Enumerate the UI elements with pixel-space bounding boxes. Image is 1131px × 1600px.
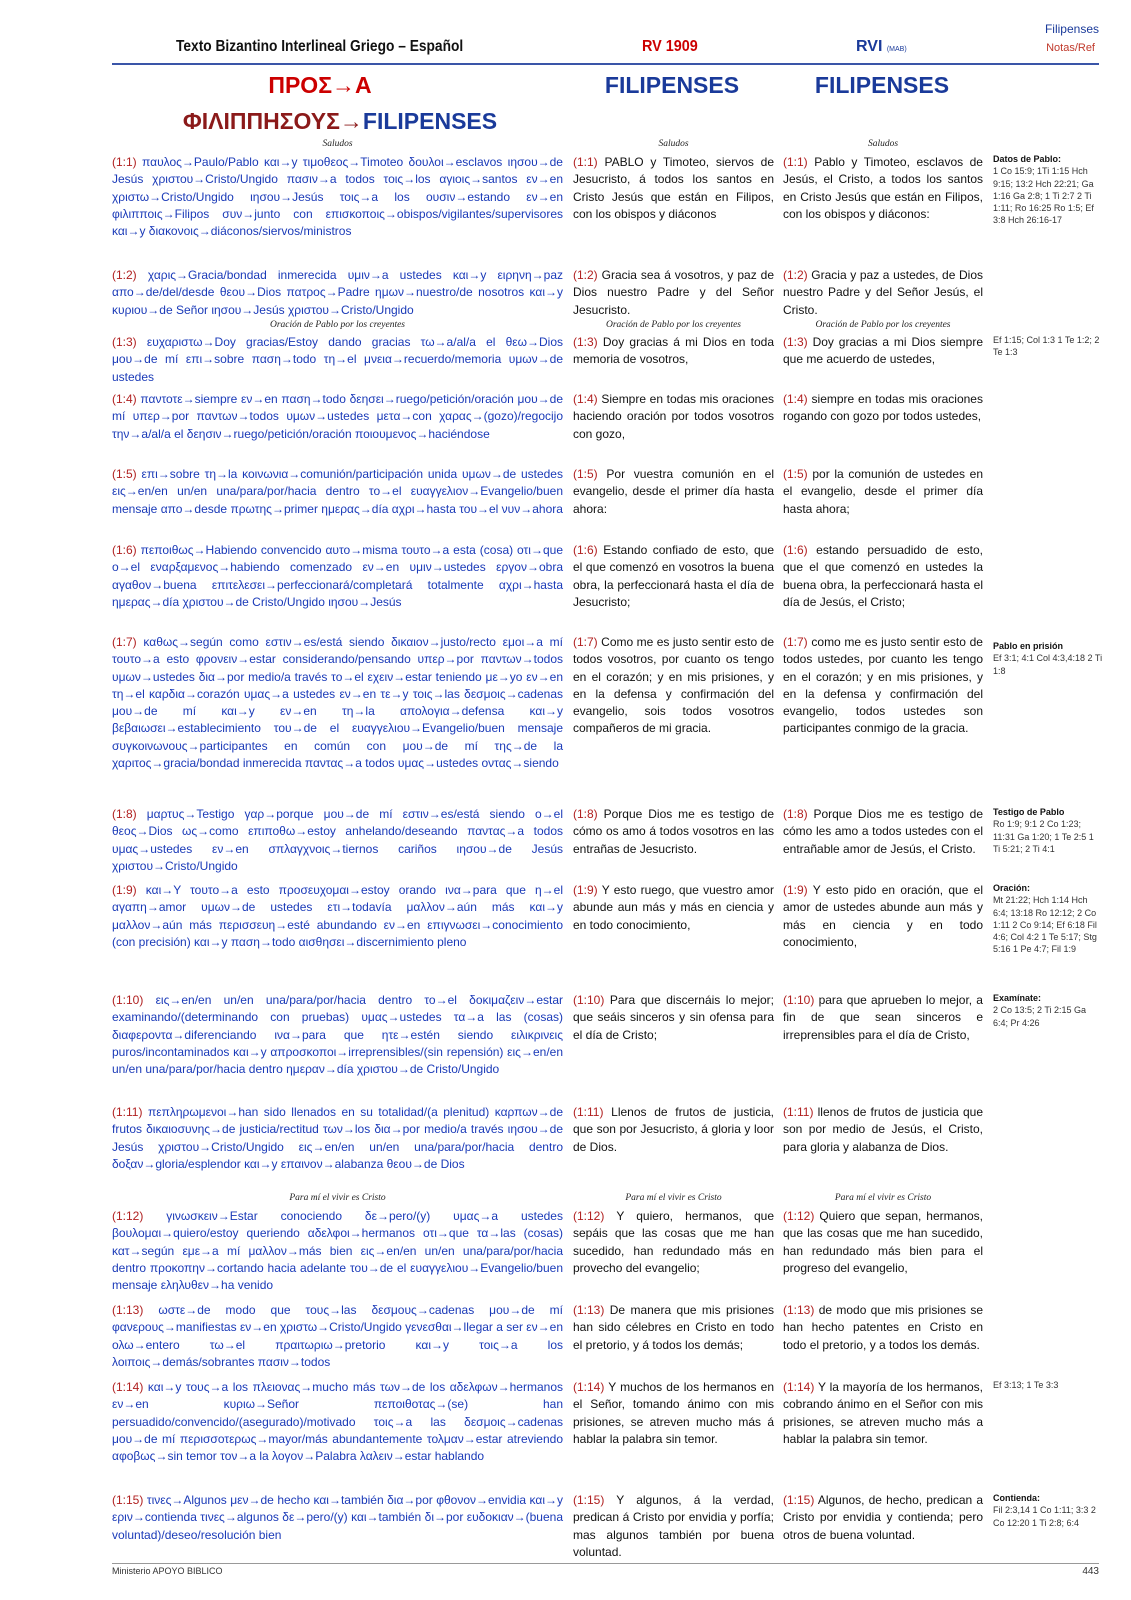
verse-rv-text: Estando confiado de esto, que el que comenzó en vosotros la buena obra, la perfeccionará hasta el día de Jesucristo; — [573, 543, 775, 609]
heading-oracion-rv: Oración de Pablo por los creyentes — [606, 320, 741, 330]
verse-rvi-text: de modo que mis prisiones se han hecho patentes en Cristo en todo el pretorio, y a todos los demás. — [783, 1303, 983, 1352]
verse-rv — [573, 391, 774, 443]
note-text: Ro 1:9; 9:1 2 Co 1:23; 11:31 Ga 1:20; 1 Te 2:5 1 Ti 5:21; 2 Ti 4:1 — [993, 819, 1094, 854]
verse-greek — [112, 634, 563, 772]
greek-title-line1: ΠΡΟΣ→Α — [268, 72, 372, 98]
note-block — [993, 806, 1103, 855]
verse-ref: (1:5) — [112, 467, 137, 481]
heading-vivir-greek: Para mí el vivir es Cristo — [289, 1193, 386, 1203]
verse-rv-text: PABLO y Timoteo, siervos de Jesucristo, á todos los santos en Cristo Jesús que están en Filipos, con los obispos y diáconos — [573, 155, 774, 221]
note-title: Pablo en prisión — [993, 641, 1064, 651]
note-title: Examínate: — [993, 993, 1042, 1003]
verse-ref: (1:11) — [112, 1105, 143, 1119]
page-number: 443 — [1082, 1566, 1099, 1577]
verse-ref: (1:3) — [573, 335, 598, 349]
verse-rv-text: Y muchos de los hermanos en el Señor, tomando ánimo con mis prisiones, se atreven mucho más á hablar la palabra sin temor. — [573, 1380, 774, 1446]
verse-rvi-text: Gracia y paz a ustedes, de Dios nuestro Padre y del Señor Jesús, el Cristo. — [783, 268, 983, 317]
verse-ref: (1:1) — [573, 155, 598, 169]
verse-ref: (1:7) — [783, 635, 808, 649]
verse-rv — [573, 334, 774, 369]
verse-greek — [112, 542, 563, 611]
header-rvi-text: RVI — [856, 38, 883, 55]
verse-ref: (1:14) — [783, 1380, 815, 1394]
verse-rvi — [783, 391, 983, 426]
verse-rvi — [783, 992, 983, 1044]
verse-greek — [112, 1208, 563, 1294]
verse-ref: (1:11) — [783, 1105, 814, 1119]
verse-rvi — [783, 1492, 983, 1544]
heading-oracion-rvi: Oración de Pablo por los creyentes — [815, 320, 951, 330]
heading-vivir-rv: Para mí el vivir es Cristo — [625, 1193, 722, 1203]
verse-greek-text: ωστε→de modo que τους→las δεσμους→cadenas μου→de mí φανερους→manifiestas εν→en χριστω→Cristo/Ungido γενεσθαι→llegar a ser εν→en ολω→entero τω→el πραιτωριω→pretorio και→y τοις→a los λοιποις→demás/sobrantes πασιν→todos — [112, 1303, 563, 1369]
verse-rv-text: Y quiero, hermanos, que sepáis que las cosas que me han sucedido, han redundado más en provecho del evangelio; — [573, 1209, 774, 1275]
note-text: Ef 1:15; Col 1:3 1 Te 1:2; 2 Te 1:3 — [993, 335, 1100, 358]
verse-rvi-text: por la comunión de ustedes en el evangelio, desde el primer día hasta ahora; — [783, 467, 984, 516]
verse-rvi-text: estando persuadido de esto, que el que comenzó en ustedes la buena obra, la perfeccionará hasta el día de Jesús, el Cristo; — [783, 543, 983, 609]
footer-ministry: Ministerio APOYO BIBLICO — [112, 1566, 223, 1576]
note-block — [993, 640, 1103, 677]
verse-ref: (1:9) — [783, 883, 808, 897]
heading-oracion-greek: Oración de Pablo por los creyentes — [270, 320, 405, 330]
verse-ref: (1:10) — [573, 993, 605, 1007]
verse-rvi-text: Doy gracias a mi Dios siempre que me acuerdo de ustedes, — [783, 335, 984, 367]
verse-rvi — [783, 1302, 983, 1354]
verse-rvi — [783, 267, 983, 319]
verse-greek-text: πεποιθως→Habiendo convencido αυτο→misma τουτο→a esta (cosa) οτι→que ο→el εναρξαμενος→habiendo comenzado εν→en υμιν→ustedes εργον→obra αγαθον→buena επιτελεσει→perfeccionará/completará totalmente αχρι→hasta ημερας→día χριστου→de Cristo/Ungido ιησου→Jesús — [112, 543, 563, 609]
verse-rvi-text: siempre en todas mis oraciones rogando con gozo por todos ustedes, — [783, 392, 983, 424]
verse-rvi — [783, 1379, 983, 1448]
verse-greek-text: γινωσκειν→Estar conociendo δε→pero/(y) υμας→a ustedes βουλομαι→quiero/estoy queriendo αδελφοι→hermanos οτι→que τα→las (cosas) κατ→según εμε→a mí μαλλον→más bien εις→en/en un/en una/para/por/hacia dentro προκοπην→cortando hacia adelante του→de el ευαγγελιου→Evangelio/buen mensaje εληλυθεν→ha venido — [112, 1209, 563, 1293]
verse-greek-text: παυλος→Paulo/Pablo και→y τιμοθεος→Timoteo δουλοι→esclavos ιησου→de Jesús χριστου→Cristo/Ungido πασιν→a todos τοις→los αγιοις→santos εν→en χριστω→Cristo/Ungido ιησου→Jesús τοις→a los ουσιν→estando εν→en φιλιπποις→Filipos συν→junto con επισκοποις→obispos/vigilantes/supervisores και→y διακονοις→diáconos/siervos/ministros — [112, 155, 563, 239]
verse-greek-text: και→Y τουτο→a esto προσευχομαι→estoy orando ινα→para que η→el αγαπη→amor υμων→de ustedes ετι→todavía μαλλον→aún más και→y μαλλον→aún más περισσευη→esté abundando εν→en επιγνωσει→conocimiento (con precisión) και→y παση→todo αισθησει→discernimiento pleno — [112, 883, 563, 949]
verse-rv — [573, 1208, 774, 1277]
verse-rvi — [783, 154, 983, 223]
header-notes-label: Notas/Ref — [1046, 42, 1095, 54]
verse-ref: (1:8) — [783, 807, 808, 821]
note-title: Oración: — [993, 883, 1031, 893]
verse-ref: (1:12) — [573, 1209, 605, 1223]
verse-ref: (1:4) — [112, 392, 137, 406]
header-rule — [112, 63, 1099, 65]
header-left-title: Texto Bizantino Interlineal Griego – Español — [176, 38, 464, 55]
verse-rv-text: Siempre en todas mis oraciones haciendo oración por todos vosotros con gozo, — [573, 392, 774, 441]
note-text: 2 Co 13:5; 2 Ti 2:15 Ga 6:4; Pr 4:26 — [993, 1005, 1087, 1028]
verse-greek — [112, 806, 563, 875]
verse-rvi — [783, 542, 983, 611]
verse-rv-text: Gracia sea á vosotros, y paz de Dios nuestro Padre y del Señor Jesucristo. — [573, 268, 774, 317]
verse-ref: (1:1) — [783, 155, 808, 169]
verse-greek — [112, 466, 563, 518]
verse-rvi — [783, 882, 983, 951]
verse-ref: (1:2) — [783, 268, 808, 282]
rvi-column-title: FILIPENSES — [814, 72, 950, 98]
verse-greek — [112, 882, 563, 951]
heading-saludos-greek: Saludos — [322, 139, 353, 149]
verse-rv-text: Doy gracias á mi Dios en toda memoria de vosotros, — [573, 335, 774, 367]
verse-greek-text: εις→en/en un/en una/para/por/hacia dentro το→el δοκιμαζειν→estar examinando/(determinando con pruebas) υμας→ustedes τα→a las (cosas) διαφεροντα→diferenciando ινα→para que ητε→estén siendo ειλικρινεις puros/incontaminados και→y απροσκοποι→irreprensibles/(sin repensión) εις→en/en un/en una/para/por/hacia dentro ημεραν→día χριστου→de Cristo/Ungido — [112, 993, 563, 1077]
verse-ref: (1:6) — [783, 543, 808, 557]
note-block — [993, 882, 1103, 956]
verse-rvi — [783, 1104, 983, 1156]
verse-ref: (1:14) — [112, 1380, 144, 1394]
verse-ref: (1:8) — [573, 807, 598, 821]
verse-ref: (1:13) — [573, 1303, 605, 1317]
verse-rv-text: Para que discernáis lo mejor; que seáis sinceros y sin ofensa para el día de Cristo; — [573, 993, 774, 1042]
footer-rule — [112, 1563, 1099, 1564]
verse-rvi — [783, 466, 983, 518]
verse-rv — [573, 634, 774, 738]
verse-ref: (1:7) — [112, 635, 137, 649]
verse-ref: (1:10) — [112, 993, 144, 1007]
verse-rv-text: De manera que mis prisiones han sido célebres en Cristo en todo el pretorio, y á todos los demás; — [573, 1303, 774, 1352]
verse-rvi-text: Quiero que sepan, hermanos, que las cosas que me han sucedido, han redundado más bien para el progreso del evangelio, — [783, 1209, 983, 1275]
note-block — [993, 334, 1103, 359]
verse-ref: (1:4) — [783, 392, 808, 406]
heading-vivir-rvi: Para mí el vivir es Cristo — [834, 1193, 932, 1203]
verse-rvi — [783, 634, 983, 738]
verse-greek-text: και→y τους→a los πλειονας→mucho más των→de los αδελφων→hermanos εν→en κυριω→Señor πεποιθοτας→(se) han persuadido/convencido/(asegurado)/motivado τοις→a las δεσμοις→cadenas μου→de mí περισσοτερως→mayor/más abundantemente τολμαν→estar atreviendo αφοβως→sin temor τον→a la λογον→Palabra λαλειν→estar hablando — [112, 1380, 563, 1464]
header-rvi-sub: (MAB) — [886, 46, 907, 53]
verse-rv-text: Como me es justo sentir esto de todos vosotros, por cuanto os tengo en el corazón; y en mis prisiones, y en la defensa y confirmación del evangelio, sois todos vosotros compañeros de mi gracia. — [573, 635, 774, 736]
verse-rv — [573, 466, 774, 518]
verse-greek — [112, 267, 563, 319]
verse-rv — [573, 1104, 774, 1156]
verse-ref: (1:13) — [112, 1303, 144, 1317]
verse-rvi — [783, 1208, 983, 1277]
verse-greek — [112, 992, 563, 1078]
verse-ref: (1:12) — [112, 1209, 144, 1223]
verse-rvi-text: llenos de frutos de justicia que son por medio de Jesús, el Cristo, para gloria y alabanza de Dios. — [783, 1105, 983, 1154]
note-text: Ef 3:13; 1 Te 3:3 — [993, 1380, 1059, 1390]
header-rvi-label — [856, 38, 907, 56]
note-block — [993, 1379, 1103, 1391]
verse-rv — [573, 1379, 774, 1448]
verse-greek-text: καθως→según como εστιν→es/está siendo δικαιον→justo/recto εμοι→a mí τουτο→a esto φρονειν→estar considerando/pensando υπερ→por παντων→todos υμων→ustedes δια→por medio/a través το→el εχειν→estar teniendo με→yo εν→en τη→el καρδια→corazón υμας→a ustedes εν→en τε→y τοις→las δεσμοις→cadenas μου→de mí και→y εν→en τη→la απολογια→defensa και→y βεβαιωσει→establecimiento του→de el ευαγγελιου→Evangelio/buen mensaje συγκοινωνους→participantes en común con μου→de mí της→de la χαριτος→gracia/bondad inmerecida παντας→a todos υμας→ustedes οντας→siendo — [112, 635, 563, 771]
verse-ref: (1:5) — [783, 467, 808, 481]
note-block — [993, 992, 1103, 1029]
verse-ref: (1:6) — [573, 543, 598, 557]
verse-rvi-text: Y esto pido en oración, que el amor de ustedes abunde aun más y más en ciencia y en todo conocimiento, — [783, 883, 984, 949]
verse-rv-text: Y esto ruego, que vuestro amor abunde aun más y más en ciencia y en todo conocimiento, — [573, 883, 774, 932]
verse-rvi — [783, 806, 983, 858]
verse-ref: (1:2) — [112, 268, 137, 282]
verse-greek-text: ευχαριστω→Doy gracias/Estoy dando gracias τω→a/al/a el θεω→Dios μου→de mí επι→sobre παση→todo τη→el μνεια→recuerdo/memoria υμων→de ustedes — [112, 335, 563, 384]
verse-rv — [573, 806, 774, 858]
verse-ref: (1:9) — [112, 883, 137, 897]
verse-greek-text: χαρις→Gracia/bondad inmerecida υμιν→a ustedes και→y ειρηνη→paz απο→de/del/desde θεου→Dios πατρος→Padre ημων→nuestro/de nosotros και→y κυριου→de Señor ιησου→Jesús χριστου→Cristo/Ungido — [112, 268, 563, 317]
verse-greek-text: παντοτε→siempre εν→en παση→todo δεησει→ruego/petición/oración μου→de mí υπερ→por παντων→todos υμων→ustedes μετα→con χαρας→(gozo)/regocijo την→a/al/a el δεησιν→ruego/petición/oración ποιουμενος→haciéndose — [112, 392, 564, 441]
verse-rvi-text: como me es justo sentir esto de todos ustedes, por cuanto les tengo en el corazón; y en mis prisiones, y en la defensa y confirmación del evangelio, todos ustedes son participantes conmigo de la gracia. — [783, 635, 983, 736]
heading-saludos-rvi: Saludos — [867, 139, 899, 149]
greek-title-spanish: FILIPENSES — [362, 108, 498, 134]
verse-ref: (1:2) — [573, 268, 598, 282]
verse-ref: (1:11) — [573, 1105, 604, 1119]
verse-rv — [573, 154, 774, 223]
note-title: Contienda: — [993, 1493, 1040, 1503]
verse-rv — [573, 267, 774, 319]
verse-ref: (1:1) — [112, 155, 137, 169]
note-text: 1 Co 15:9; 1Ti 1:15 Hch 9:15; 13:2 Hch 22:21; Ga 1:16 Ga 2:8; 1 Ti 2:7 2 Ti 1:11; Ro 16:25 Ro 1:5; Ef 3:8 Hch 26:16-17 — [993, 166, 1094, 226]
heading-saludos-rv: Saludos — [658, 139, 689, 149]
verse-ref: (1:15) — [112, 1493, 144, 1507]
verse-ref: (1:15) — [573, 1493, 605, 1507]
note-block — [993, 1492, 1103, 1529]
verse-rv-text: Llenos de frutos de justicia, que son por Jesucristo, á gloria y loor de Dios. — [573, 1105, 774, 1154]
verse-ref: (1:3) — [783, 335, 808, 349]
verse-rv — [573, 1492, 774, 1561]
verse-greek-text: επι→sobre τη→la κοινωνια→comunión/participación unida υμων→de ustedes εις→en/en un/en una/para/por/hacia dentro το→el ευαγγελιον→Evangelio/buen mensaje απο→desde πρωτης→primer ημερας→día αχρι→hasta του→el νυν→ahora — [112, 467, 563, 516]
verse-ref: (1:15) — [783, 1493, 815, 1507]
verse-rv-text: Por vuestra comunión en el evangelio, desde el primer día hasta ahora: — [573, 467, 774, 516]
verse-greek — [112, 1104, 563, 1173]
verse-greek — [112, 391, 563, 443]
verse-ref: (1:3) — [112, 335, 137, 349]
rv-column-title: FILIPENSES — [604, 72, 740, 98]
verse-rvi-text: para que aprueben lo mejor, a fin de que sean sinceros e irreprensibles para el día de Cristo, — [783, 993, 983, 1042]
verse-rvi-text: Algunos, de hecho, predican a Cristo por envidia y contienda; pero otros de buena voluntad. — [783, 1493, 984, 1542]
verse-rv — [573, 542, 774, 611]
verse-rv — [573, 1302, 774, 1354]
verse-rv-text: Porque Dios me es testigo de cómo os amo á todos vosotros en las entrañas de Jesucristo. — [573, 807, 774, 856]
header-book-name: Filipenses — [1044, 22, 1099, 36]
note-title: Testigo de Pablo — [993, 807, 1065, 817]
header-rv-label: RV 1909 — [642, 38, 698, 55]
verse-greek — [112, 334, 563, 386]
verse-greek — [112, 1379, 563, 1465]
note-text: Fil 2:3,14 1 Co 1:11; 3:3 2 Co 12:20 1 Ti 2:8; 6:4 — [993, 1505, 1096, 1528]
note-text: Mt 21:22; Hch 1:14 Hch 6:4; 13:18 Ro 12:12; 2 Co 1:11 2 Co 9:14; Ef 6:18 Fil 4:6; Col 4:2 1 Te 5:17; Stg 5:16 1 Pe 4:7; Fil 1:9 — [993, 895, 1097, 955]
verse-ref: (1:14) — [573, 1380, 605, 1394]
verse-ref: (1:9) — [573, 883, 598, 897]
note-text: Ef 3:1; 4:1 Col 4:3,4:18 2 Ti 1:8 — [993, 653, 1103, 676]
greek-title-line2 — [160, 108, 520, 135]
verse-rvi-text: Y la mayoría de los hermanos, cobrando ánimo en el Señor con mis prisiones, se atreven mucho más a hablar la palabra sin temor. — [783, 1380, 983, 1446]
verse-greek — [112, 1302, 563, 1371]
verse-rv — [573, 992, 774, 1044]
verse-ref: (1:10) — [783, 993, 815, 1007]
verse-rvi — [783, 334, 983, 369]
verse-ref: (1:8) — [112, 807, 137, 821]
verse-ref: (1:12) — [783, 1209, 815, 1223]
verse-greek-text: πεπληρωμενοι→han sido llenados en su totalidad/(a plenitud) καρπων→de frutos δικαιοσυνης→de justicia/rectitud των→los δια→por medio/a través ιησου→de Jesús χριστου→Cristo/Ungido εις→en/en un/en una/para/por/hacia dentro δοξαν→gloria/esplendor και→y επαινον→alabanza θεου→de Dios — [112, 1105, 563, 1171]
verse-greek — [112, 154, 563, 240]
note-block — [993, 153, 1103, 227]
verse-rvi-text: Porque Dios me es testigo de cómo les amo a todos ustedes con el entrañable amor de Jesús, el Cristo. — [783, 807, 983, 856]
verse-greek-text: μαρτυς→Testigo γαρ→porque μου→de mí εστιν→es/está siendo ο→el θεος→Dios ως→como επιποθω→estoy anhelando/deseando παντας→a todos υμας→ustedes εν→en σπλαγχνοις→tiernos cariños ιησου→de Jesús χριστου→Cristo/Ungido — [112, 807, 563, 873]
verse-greek — [112, 1492, 563, 1544]
verse-greek-text: τινες→Algunos μεν→de hecho και→también δια→por φθονον→envidia και→y εριν→contienda τινες→algunos δε→pero/(y) και→también δι→por ευδοκιαν→(buena voluntad)/deseo/resolución bien — [112, 1493, 563, 1542]
verse-ref: (1:4) — [573, 392, 598, 406]
note-title: Datos de Pablo: — [993, 154, 1062, 164]
verse-ref: (1:6) — [112, 543, 137, 557]
verse-rv — [573, 882, 774, 934]
verse-rvi-text: Pablo y Timoteo, esclavos de Jesús, el Cristo, a todos los santos en Cristo Jesús que están en Filipos, con los obispos y diáconos: — [783, 155, 983, 221]
verse-ref: (1:13) — [783, 1303, 815, 1317]
verse-ref: (1:5) — [573, 467, 598, 481]
verse-ref: (1:7) — [573, 635, 598, 649]
verse-rv-text: Y algunos, á la verdad, predican á Cristo por envidia y porfía; mas algunos también por buena voluntad. — [573, 1493, 774, 1559]
greek-title-greek: ΦΙΛΙΠΠΗΣΟΥΣ→ — [182, 108, 363, 134]
